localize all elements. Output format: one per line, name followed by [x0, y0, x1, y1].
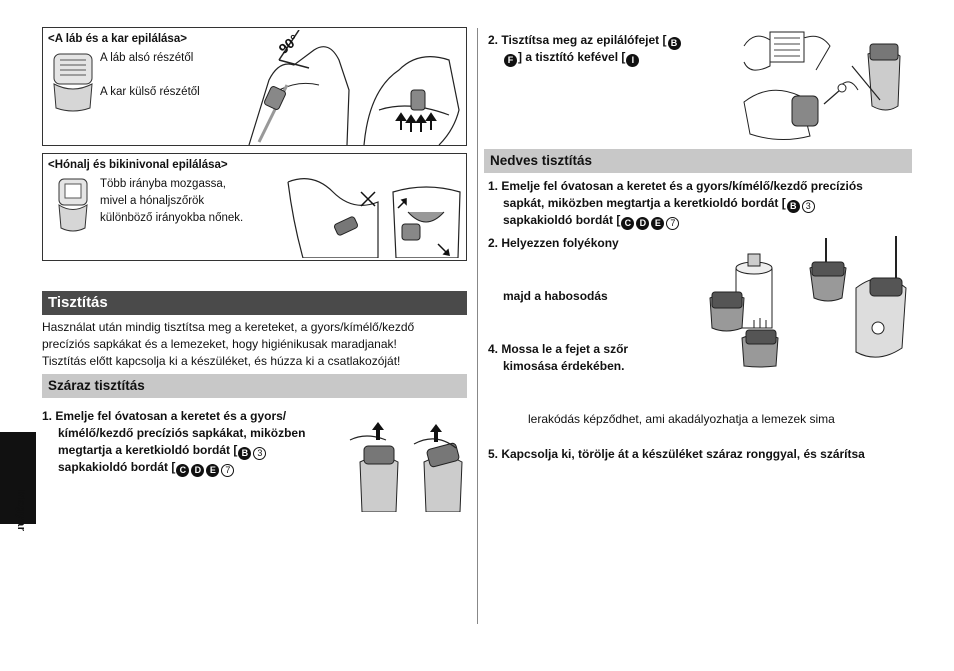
ref-c2-icon: C	[621, 217, 634, 230]
wet-step2: 2. Helyezzen folyékony	[488, 236, 619, 250]
ref-7b-icon: 7	[666, 217, 679, 230]
dry-cleaning-illustration	[346, 418, 468, 512]
ref-f-icon: F	[504, 54, 517, 67]
cleaning-intro-3: Tisztítás előtt kapcsolja ki a készüléket, és húzza ki a csatlakozóját!	[42, 354, 401, 368]
dry-step1-line1: 1. Emelje fel óvatosan a keretet és a gyors/	[42, 409, 287, 423]
ref-i-icon: I	[626, 54, 639, 67]
dry-step1-line2: kímélő/kezdő precíziós sapkákat, miközben	[58, 426, 306, 440]
underarm-line-1: Több irányba mozgassa,	[100, 178, 226, 190]
side-language-label: Magyar	[15, 490, 27, 532]
dry-step1-line3: megtartja a keretkioldó bordát [ B 3	[58, 442, 267, 460]
ref-7-icon: 7	[221, 464, 234, 477]
leg-arm-box	[42, 27, 467, 146]
ref-e2-icon: E	[651, 217, 664, 230]
wet-step1-line3: sapkakioldó bordát [ C D E 7	[503, 212, 680, 230]
wet-step4-line1: 4. Mossa le a fejet a szőr	[488, 342, 629, 356]
ref-e-icon: E	[206, 464, 219, 477]
leg-instruction: A láb alsó részétől	[100, 52, 194, 64]
cleaning-title: Tisztítás	[42, 291, 467, 315]
wet-step1-line1: 1. Emelje fel óvatosan a keretet és a gyors/kímélő/kezdő precíziós	[488, 179, 863, 193]
arm-epilation-illustration	[359, 30, 465, 145]
underarm-line-3: különböző irányokba nőnek.	[100, 212, 244, 224]
leg-arm-heading: <A láb és a kar epilálása>	[48, 33, 187, 45]
wet-step1-line2: sapkát, miközben megtartja a keretkioldó bordát [ B 3	[503, 195, 816, 213]
dry-step1-line4: sapkakioldó bordát [ C D E 7	[58, 459, 235, 477]
dry-cleaning-title: Száraz tisztítás	[42, 374, 467, 398]
wet-step4-line2: kimosása érdekében.	[503, 359, 625, 373]
ref-c-icon: C	[176, 464, 189, 477]
underarm-heading: <Hónalj és bikinivonal epilálása>	[48, 159, 228, 171]
ref-3-icon: 3	[253, 447, 266, 460]
bikini-illustration	[388, 172, 464, 258]
ref-d2-icon: D	[636, 217, 649, 230]
arm-instruction: A kar külső részétől	[100, 86, 200, 98]
column-divider	[477, 28, 478, 624]
ref-b2-icon: B	[668, 37, 681, 50]
angle-label: 90°	[275, 31, 302, 57]
narrow-head-icon	[53, 176, 93, 234]
wet-step5: 5. Kapcsolja ki, törölje át a készüléket száraz ronggyal, és szárítsa	[488, 447, 865, 461]
underarm-illustration	[283, 172, 383, 258]
wet-cleaning-title: Nedves tisztítás	[484, 149, 912, 173]
epilator-head-icon	[48, 50, 98, 114]
cleaning-intro-2: precíziós sapkákat és a lemezeket, hogy higiénikusak maradjanak!	[42, 337, 397, 351]
dry-step2-line1: 2. Tisztítsa meg az epilálófejet [ B	[488, 32, 682, 50]
underarm-line-2: mivel a hónaljszőrök	[100, 195, 205, 207]
cleaning-intro-1: Használat után mindig tisztítsa meg a kereteket, a gyors/kímélő/kezdő	[42, 320, 415, 334]
wet-cleaning-illustration	[706, 228, 912, 368]
ref-d-icon: D	[191, 464, 204, 477]
wet-step2-continued: majd a habosodás	[503, 289, 608, 303]
wet-note: lerakódás képződhet, ami akadályozhatja a lemezek sima	[528, 412, 835, 426]
ref-b-icon: B	[238, 447, 251, 460]
ref-b3-icon: B	[787, 200, 800, 213]
dry-step2-line2: F ] a tisztító kefével [ I	[503, 49, 640, 67]
underarm-bikini-box	[42, 153, 467, 261]
ref-3b-icon: 3	[802, 200, 815, 213]
leg-epilation-illustration	[239, 30, 357, 145]
brush-cleaning-illustration	[740, 26, 912, 144]
